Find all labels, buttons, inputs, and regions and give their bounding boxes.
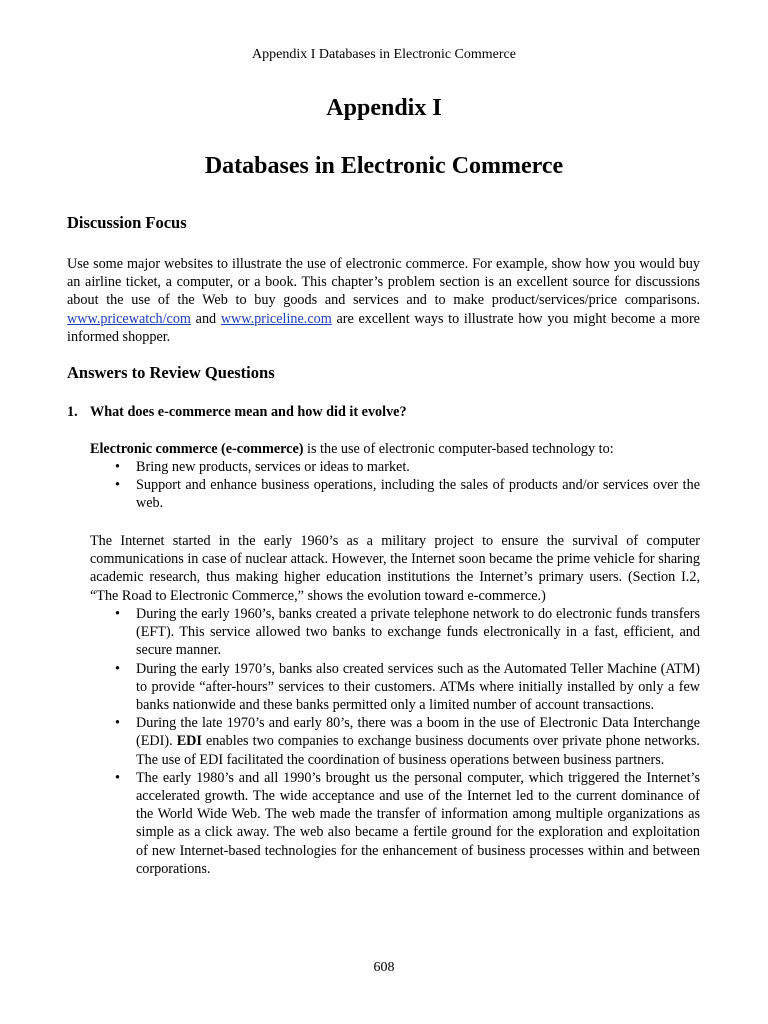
definition-bullet: • Bring new products, services or ideas to market. [113, 458, 700, 476]
edi-text-after: enables two companies to exchange business documents over private phone networks. The use of EDI facilitated the coordination of business operations between business partners. [136, 733, 700, 768]
history-bullet-pc: • The early 1980’s and all 1990’s brought us the personal computer, which triggered the Internet’s accelerated growth. The wide acceptance and use of the Internet led to the current dominance of the World Wide Web. The web made the transfer of information among multiple organizations as simple as a click away. The web also became a fertile ground for the exploration and exploitation of new Internet-based technologies for the enhancement of business processes within and between corporations. [113, 769, 700, 878]
discussion-paragraph [67, 255, 700, 346]
history-bullet-eft: • During the early 1960’s, banks created a private telephone network to do electronic funds transfers (EFT). This service allowed two banks to exchange funds electronically in a fast, efficient, and secure manner. [113, 605, 700, 660]
history-paragraph: The Internet started in the early 1960’s as a military project to ensure the survival of computer communications in case of nuclear attack. However, the Internet soon became the prime vehicle for sharing academic research, thus making higher education institutions the Internet’s primary users. (Section I.2, “The Road to Electronic Commerce,” shows the evolution toward e-commerce.) [90, 533, 700, 604]
chapter-title: Databases in Electronic Commerce [204, 153, 564, 179]
discussion-text-after: are excellent ways to illustrate how you might become a more informed shopper. [67, 310, 700, 345]
appendix-title: Appendix I [326, 95, 442, 121]
definition-bullet: • Support and enhance business operations, including the sales of products and/or services over the web. [113, 476, 700, 512]
discussion-text-middle: and [190, 310, 221, 327]
definition-paragraph [90, 440, 700, 458]
running-header: Appendix I Databases in Electronic Commerce [252, 47, 516, 62]
discussion-focus-heading: Discussion Focus [67, 213, 187, 232]
review-answers-heading: Answers to Review Questions [67, 363, 275, 382]
question-text: What does e-commerce mean and how did it evolve? [90, 404, 407, 420]
history-bullet-edi [113, 714, 700, 769]
history-bullet-atm: • During the early 1970’s, banks also created services such as the Automated Teller Machine (ATM) to provide “after-hours” services to their customers. ATMs where initially installed by only a few banks nationwide and these banks permitted only a limited number of account transactions. [113, 660, 700, 715]
pricewatch-link[interactable]: www.pricewatch/com [67, 310, 191, 327]
edi-text-before: During the late 1970’s and early 80’s, there was a boom in the use of Electronic Data Interchange (EDI). [136, 715, 700, 750]
definition-bullet-list [113, 458, 700, 513]
question-1 [67, 404, 407, 421]
discussion-text-before: Use some major websites to illustrate the use of electronic commerce. For example, show how you would buy an airline ticket, a computer, or a book. This chapter’s problem section is an excellent source for discussions about the use of the Web to buy goods and services and to make product/services/price comparisons. [67, 256, 700, 309]
page-number: 608 [373, 960, 395, 975]
definition-term: Electronic commerce (e-commerce) [90, 441, 304, 457]
question-number: 1. [67, 404, 78, 420]
edi-term: EDI [176, 733, 202, 750]
history-bullet-list [113, 605, 700, 878]
priceline-link[interactable]: www.priceline.com [220, 310, 332, 327]
definition-text: is the use of electronic computer-based technology to: [303, 441, 614, 457]
